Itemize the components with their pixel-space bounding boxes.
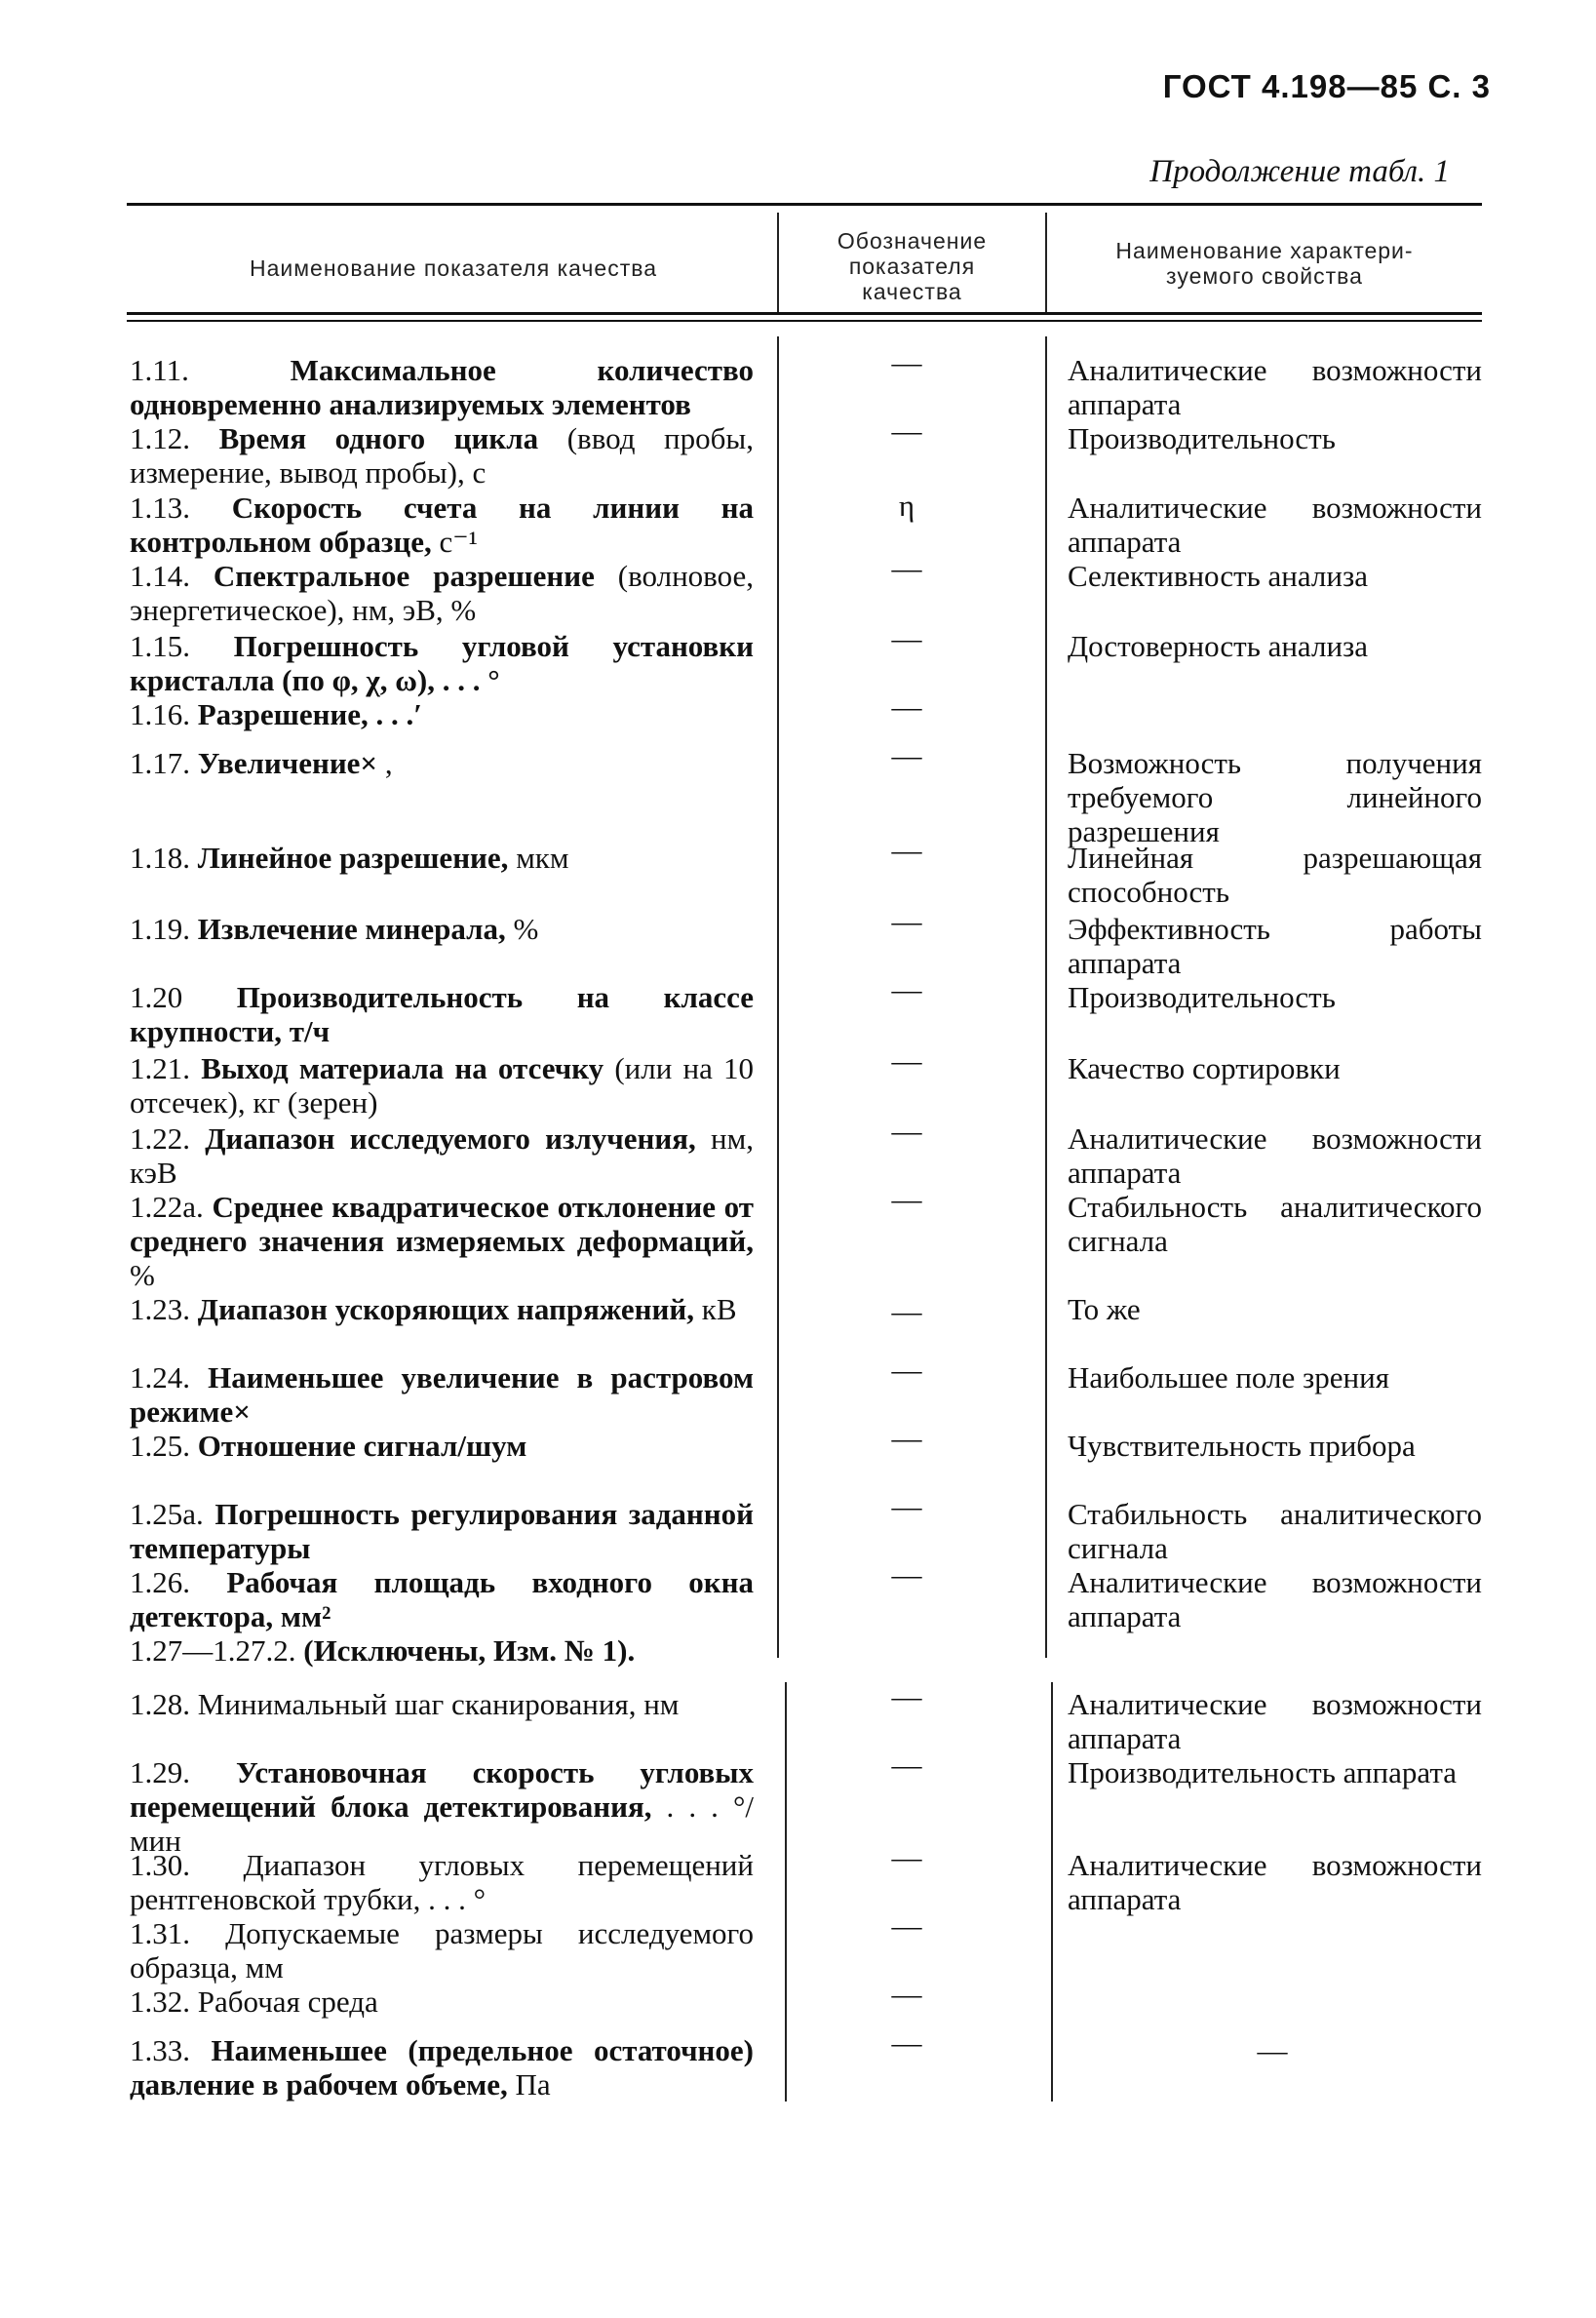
body-divider-2b (1051, 1682, 1053, 2102)
row-4-symbol: — (891, 551, 922, 585)
row-25-indicator (130, 2033, 754, 2102)
row-number: 1.22. (130, 1121, 206, 1156)
row-16-indicator (130, 1429, 754, 1463)
row-name: Разрешение, . . .′ (197, 697, 423, 731)
row-number: 1.22а. (130, 1190, 213, 1224)
row-12-property: Аналитические возможности аппарата (1068, 1121, 1482, 1190)
row-15-property: Наибольшее поле зрения (1068, 1360, 1389, 1395)
row-unit: Па (507, 2067, 551, 2102)
row-14-indicator (130, 1292, 754, 1326)
row-number: 1.23. (130, 1292, 198, 1326)
row-unit: Диапазон угловых перемещений рентгеновской трубки, . . . ° (130, 1848, 754, 1916)
row-name: Диапазон ускоряющих напряжений, (197, 1292, 695, 1326)
row-name: Извлечение минерала, (197, 912, 506, 946)
row-number: 1.25. (130, 1429, 198, 1463)
row-20-symbol: — (891, 1679, 922, 1713)
header-bottom-rule (127, 312, 1482, 315)
row-unit: % (130, 1258, 155, 1292)
row-number: 1.11. (130, 353, 291, 387)
row-1-property: Аналитические возможности аппарата (1068, 353, 1482, 421)
row-17-property: Стабильность аналитического сигнала (1068, 1497, 1482, 1565)
column-header-name: Наименование показателя качества (250, 255, 657, 281)
continuation-label: Продолжение табл. 1 (1149, 154, 1450, 189)
row-20-indicator (130, 1687, 754, 1721)
row-1-indicator (130, 353, 754, 421)
row-name: Отношение сигнал/шум (197, 1429, 527, 1463)
row-4-property: Селективность анализа (1068, 559, 1368, 593)
row-7-property: Возможность получения требуемого линейного разрешения (1068, 746, 1482, 848)
row-name: Погрешность угловой установки кристалла (по φ, χ, ω), . . . ° (130, 629, 754, 697)
row-unit: . . . °/мин (130, 1789, 754, 1858)
row-number: 1.16. (130, 697, 198, 731)
row-13-indicator (130, 1190, 754, 1292)
row-24-symbol: — (891, 1977, 922, 2011)
row-name: Спектральное разрешение (213, 559, 595, 593)
row-2-symbol: — (891, 413, 922, 448)
row-3-symbol: η (898, 489, 915, 523)
row-15-symbol: — (891, 1353, 922, 1387)
row-1-symbol: — (891, 345, 922, 379)
row-number: 1.13. (130, 491, 232, 525)
row-6-symbol: — (891, 689, 922, 724)
row-24-indicator (130, 1984, 754, 2019)
row-15-indicator (130, 1360, 754, 1429)
row-8-indicator (130, 841, 754, 875)
row-14-symbol: — (891, 1294, 922, 1328)
row-number: 1.12. (130, 421, 219, 455)
row-3-indicator (130, 491, 754, 559)
row-9-property: Эффективность работы аппарата (1068, 912, 1482, 980)
row-unit: (волновое, энергетическое), нм, эВ, % (130, 559, 754, 627)
row-number: 1.24. (130, 1360, 209, 1395)
row-unit: мкм (508, 841, 569, 875)
row-unit: Минимальный шаг сканирования, нм (197, 1687, 680, 1721)
row-17-symbol: — (891, 1489, 922, 1523)
row-3-property: Аналитические возможности аппарата (1068, 491, 1482, 559)
row-name: Наименьшее увеличение в растровом режиме× (130, 1360, 754, 1429)
row-name: Диапазон исследуемого излучения, (205, 1121, 696, 1156)
row-name: Выход материала на отсечку (201, 1051, 604, 1085)
row-2-indicator (130, 421, 754, 490)
row-13-symbol: — (891, 1182, 922, 1216)
row-12-indicator (130, 1121, 754, 1190)
row-11-indicator (130, 1051, 754, 1120)
row-11-symbol: — (891, 1043, 922, 1078)
row-unit: кВ (694, 1292, 737, 1326)
table-top-rule (127, 203, 1482, 206)
row-22-indicator (130, 1848, 754, 1916)
row-8-property: Линейная разрешающая способность (1068, 841, 1482, 909)
row-13-property: Стабильность аналитического сигнала (1068, 1190, 1482, 1258)
row-9-indicator (130, 912, 754, 946)
row-number: 1.21. (130, 1051, 202, 1085)
row-5-property: Достоверность анализа (1068, 629, 1369, 663)
row-name: Погрешность регулирования заданной температуры (130, 1497, 754, 1565)
row-unit: нм, кэВ (130, 1121, 754, 1190)
row-25-symbol: — (891, 2025, 922, 2060)
row-number: 1.17. (130, 746, 198, 780)
row-number: 1.32. (130, 1984, 198, 2019)
row-21-property: Производительность аппарата (1068, 1755, 1458, 1789)
row-name: Установочная скорость угловых перемещений блока детектирования, (130, 1755, 754, 1824)
row-7-indicator (130, 746, 754, 780)
row-7-symbol: — (891, 738, 922, 772)
row-name: Увеличение× (197, 746, 378, 780)
row-6-indicator (130, 697, 754, 731)
row-number: 1.28. (130, 1687, 198, 1721)
row-name: Максимальное количество одновременно анализируемых элементов (130, 353, 754, 421)
row-5-indicator (130, 629, 754, 697)
page-header: ГОСТ 4.198—85 С. 3 (1162, 68, 1491, 104)
body-divider-2a (1045, 336, 1047, 1658)
row-4-indicator (130, 559, 754, 627)
row-name: Рабочая площадь входного окна детектора, мм² (130, 1565, 755, 1633)
row-number: 1.19. (130, 912, 198, 946)
row-unit: Рабочая среда (197, 1984, 378, 2019)
row-18-property: Аналитические возможности аппарата (1068, 1565, 1482, 1633)
row-21-symbol: — (891, 1748, 922, 1782)
header-bottom-rule-2 (127, 320, 1482, 322)
row-number: 1.27—1.27.2. (130, 1633, 304, 1668)
row-23-symbol: — (891, 1908, 922, 1943)
row-unit: % (505, 912, 539, 946)
row-23-indicator (130, 1916, 754, 1984)
row-9-symbol: — (891, 904, 922, 938)
body-divider-1b (785, 1682, 787, 2102)
row-number: 1.30. (130, 1848, 244, 1882)
row-number: 1.25а. (130, 1497, 215, 1531)
row-10-property: Производительность (1068, 980, 1336, 1014)
row-14-property: То же (1068, 1292, 1141, 1326)
row-unit: (ввод пробы, измерение, вывод пробы), с (130, 421, 754, 490)
row-10-indicator (130, 980, 754, 1048)
row-25-property: — (1257, 2033, 1288, 2067)
row-16-property: Чувствительность прибора (1068, 1429, 1416, 1463)
column-header-property: Наименование характери- зуемого свойства (1115, 238, 1414, 289)
row-18-symbol: — (891, 1557, 922, 1591)
row-name: Производительность на классе крупности, т/ч (130, 980, 755, 1048)
row-number: 1.31. (130, 1916, 226, 1950)
row-unit: (или на 10 отсечек), кг (зерен) (130, 1051, 755, 1120)
row-name: Скорость счета на линии на контрольном образце, (130, 491, 754, 559)
row-name: Среднее квадратическое отклонение от среднего значения измеряемых деформаций, (130, 1190, 755, 1258)
row-16-symbol: — (891, 1421, 922, 1455)
row-unit: , (377, 746, 393, 780)
row-19-indicator (130, 1633, 754, 1668)
row-name: Наименьшее (предельное остаточное) давление в рабочем объеме, (130, 2033, 754, 2102)
row-number: 1.14. (130, 559, 214, 593)
row-number: 1.18. (130, 841, 198, 875)
row-12-symbol: — (891, 1114, 922, 1148)
column-header-symbol: Обозначение показателя качества (837, 228, 988, 304)
row-number: 1.26. (130, 1565, 227, 1599)
row-number: 1.33. (130, 2033, 212, 2067)
row-name: (Исключены, Изм. № 1). (303, 1633, 636, 1668)
row-5-symbol: — (891, 621, 922, 655)
row-18-indicator (130, 1565, 754, 1633)
row-22-symbol: — (891, 1840, 922, 1874)
row-number: 1.20 (130, 980, 237, 1014)
body-divider-1a (777, 336, 779, 1658)
row-17-indicator (130, 1497, 754, 1565)
row-unit: с⁻¹ (431, 525, 478, 559)
row-name: Линейное разрешение, (197, 841, 509, 875)
row-unit: Допускаемые размеры исследуемого образца, мм (130, 1916, 754, 1984)
row-number: 1.15. (130, 629, 234, 663)
row-10-symbol: — (891, 972, 922, 1006)
row-22-property: Аналитические возможности аппарата (1068, 1848, 1482, 1916)
row-number: 1.29. (130, 1755, 236, 1789)
row-21-indicator (130, 1755, 754, 1858)
row-20-property: Аналитические возможности аппарата (1068, 1687, 1482, 1755)
row-8-symbol: — (891, 833, 922, 867)
row-name: Время одного цикла (218, 421, 539, 455)
row-11-property: Качество сортировки (1068, 1051, 1341, 1085)
row-2-property: Производительность (1068, 421, 1336, 455)
